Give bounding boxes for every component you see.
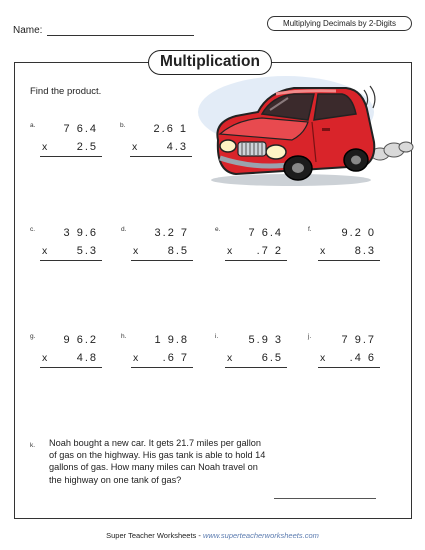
problem-f xyxy=(308,226,380,266)
answer-rule xyxy=(225,260,287,261)
multiply-sign: x xyxy=(133,245,139,257)
multiply-sign: x xyxy=(320,352,326,364)
multiplicand: 3.2 7 xyxy=(154,227,189,239)
problem-c xyxy=(30,226,102,266)
problem-letter: d. xyxy=(121,226,127,233)
problem-g xyxy=(30,333,102,373)
problem-letter: c. xyxy=(30,226,36,233)
multiplicand: 3 9.6 xyxy=(63,227,98,239)
footer-brand: Super Teacher Worksheets xyxy=(106,531,197,540)
multiply-sign: x xyxy=(42,352,48,364)
answer-rule xyxy=(130,156,192,157)
word-problem-text: Noah bought a new car. It gets 21.7 miles per gallon of gas on the highway. His gas tank is able to hold 14 gallons of gas. How many miles can Noah travel on the highway on one tank of gas? xyxy=(49,438,266,485)
name-line xyxy=(47,35,194,36)
word-problem-answer-line xyxy=(274,498,376,499)
problem-letter: h. xyxy=(121,333,127,340)
problem-a xyxy=(30,122,102,162)
name-label: Name: xyxy=(13,25,43,36)
problem-b xyxy=(120,122,192,162)
multiplicand: 9.2 0 xyxy=(341,227,376,239)
page-title: Multiplication xyxy=(148,50,272,75)
multiplicand: 7 6.4 xyxy=(63,123,98,135)
problem-letter: a. xyxy=(30,122,36,129)
multiply-sign: x xyxy=(42,141,48,153)
multiplier: 8.3 xyxy=(354,245,376,257)
multiplier: 8.5 xyxy=(167,245,189,257)
multiplier: .4 6 xyxy=(349,352,376,364)
multiply-sign: x xyxy=(320,245,326,257)
multiply-sign: x xyxy=(133,352,139,364)
answer-rule xyxy=(131,367,193,368)
multiplicand: 7 6.4 xyxy=(248,227,283,239)
problem-h xyxy=(121,333,193,373)
answer-rule xyxy=(131,260,193,261)
topic-badge: Multiplying Decimals by 2-Digits xyxy=(267,16,412,31)
multiplicand: 1 9.8 xyxy=(154,334,189,346)
problem-letter: f. xyxy=(308,226,312,233)
problem-letter: g. xyxy=(30,333,36,340)
problem-letter: i. xyxy=(215,333,219,340)
multiply-sign: x xyxy=(42,245,48,257)
problem-letter: j. xyxy=(308,333,312,340)
multiply-sign: x xyxy=(132,141,138,153)
multiplicand: 7 9.7 xyxy=(341,334,376,346)
red-car-illustration xyxy=(196,70,416,190)
answer-rule xyxy=(225,367,287,368)
problem-d xyxy=(121,226,193,266)
word-problem-letter: k. xyxy=(30,442,36,449)
multiplier: 2.5 xyxy=(76,141,98,153)
instructions: Find the product. xyxy=(30,86,102,97)
problem-j xyxy=(308,333,380,373)
multiply-sign: x xyxy=(227,245,233,257)
multiplicand: 5.9 3 xyxy=(248,334,283,346)
multiply-sign: x xyxy=(227,352,233,364)
answer-rule xyxy=(318,367,380,368)
multiplicand: 2.6 1 xyxy=(153,123,188,135)
footer xyxy=(0,531,425,540)
problem-letter: e. xyxy=(215,226,221,233)
multiplier: 6.5 xyxy=(261,352,283,364)
multiplicand: 9 6.2 xyxy=(63,334,98,346)
multiplier: 5.3 xyxy=(76,245,98,257)
answer-rule xyxy=(40,156,102,157)
multiplier: .7 2 xyxy=(256,245,283,257)
footer-url[interactable]: www.superteacherworksheets.com xyxy=(202,531,319,540)
multiplier: 4.3 xyxy=(166,141,188,153)
answer-rule xyxy=(40,260,102,261)
problem-letter: b. xyxy=(120,122,126,129)
multiplier: .6 7 xyxy=(162,352,189,364)
problem-e xyxy=(215,226,287,266)
answer-rule xyxy=(318,260,380,261)
footer-separator: - xyxy=(196,531,203,540)
answer-rule xyxy=(40,367,102,368)
problem-i xyxy=(215,333,287,373)
multiplier: 4.8 xyxy=(76,352,98,364)
